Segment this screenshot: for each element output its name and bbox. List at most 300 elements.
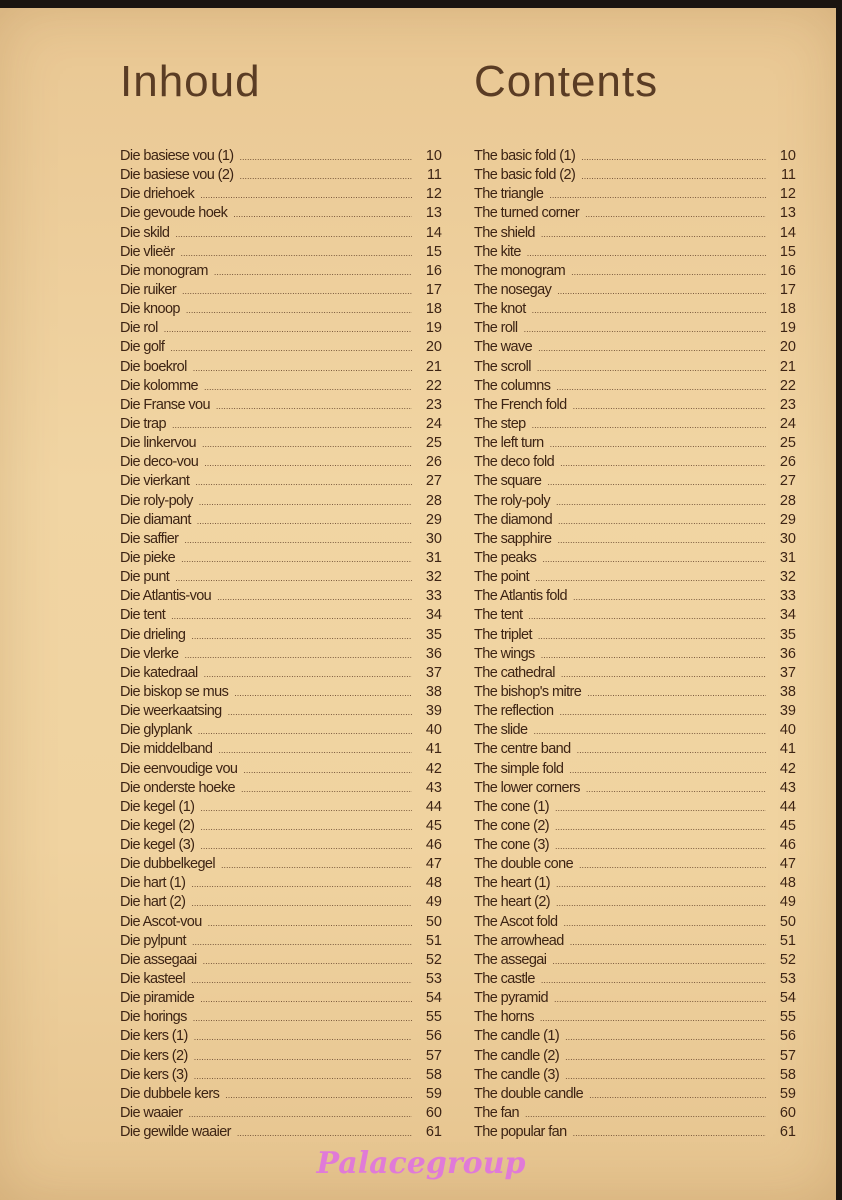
toc-entry-title: Die Franse vou [120,396,210,413]
toc-entry-title: The slide [474,722,528,739]
toc-entry-title: The kite [474,243,521,260]
toc-entry-page: 20 [779,339,796,356]
toc-entry-page: 21 [779,358,796,375]
toc-entry [120,893,442,912]
toc-leader-dots [573,588,766,607]
toc-entry [120,511,442,530]
toc-entry-title: Die linkervou [120,435,197,452]
toc-entry-page: 56 [425,1028,442,1045]
toc-entry-title: The cone (2) [474,817,550,834]
toc-leader-dots [557,531,766,550]
toc-entry [120,683,442,702]
toc-leader-dots [565,1048,766,1067]
toc-entry-title: The simple fold [474,760,564,777]
toc-entry-title: Die piramide [120,990,195,1007]
toc-leader-dots [203,952,412,971]
toc-entry [120,204,442,223]
toc-leader-dots [528,607,766,626]
toc-leader-dots [556,894,766,913]
toc-entry-page: 16 [779,262,796,279]
toc-entry [120,568,442,587]
toc-entry-page: 31 [779,549,796,566]
toc-entry-title: The basic fold (2) [474,167,576,184]
toc-entry [474,549,796,568]
toc-entry [474,338,796,357]
toc-leader-dots [565,1028,766,1047]
toc-entry-title: The heart (1) [474,875,551,892]
toc-entry-title: Die dubbele kers [120,1085,220,1102]
toc-leader-dots [547,473,766,492]
toc-leader-dots [542,550,766,569]
toc-entry-title: Die biskop se mus [120,683,229,700]
toc-entry-page: 17 [425,281,442,298]
toc-entry [120,951,442,970]
toc-entry-page: 30 [425,530,442,547]
toc-entry-title: Die punt [120,569,170,586]
toc-entry [474,760,796,779]
toc-entry [474,1008,796,1027]
toc-entry [474,893,796,912]
afrikaans-heading: Inhoud [120,57,261,106]
toc-entry-title: The triangle [474,186,544,203]
toc-entry-page: 58 [425,1066,442,1083]
toc-entry-title: The diamond [474,511,553,528]
toc-entry [474,1085,796,1104]
toc-entry [474,855,796,874]
toc-entry-page: 31 [425,549,442,566]
toc-leader-dots [573,397,766,416]
toc-entry-title: Die drieling [120,626,186,643]
toc-entry-page: 39 [425,703,442,720]
toc-entry [120,1008,442,1027]
toc-leader-dots [194,1048,412,1067]
toc-leader-dots [208,914,412,933]
toc-entry-page: 38 [425,683,442,700]
toc-entry [474,204,796,223]
toc-leader-dots [240,167,412,186]
toc-entry [474,626,796,645]
toc-leader-dots [541,225,766,244]
toc-entry-page: 55 [779,1009,796,1026]
toc-entry-page: 52 [425,951,442,968]
toc-entry-page: 22 [779,377,796,394]
toc-leader-dots [570,933,766,952]
toc-entry [120,989,442,1008]
toc-leader-dots [532,416,766,435]
toc-entry-page: 49 [779,894,796,911]
toc-entry-page: 43 [425,779,442,796]
toc-entry-page: 54 [425,990,442,1007]
toc-entry [120,453,442,472]
toc-entry-page: 16 [425,262,442,279]
toc-entry [120,702,442,721]
toc-entry-page: 13 [779,205,796,222]
toc-entry-title: Die roly-poly [120,492,193,509]
toc-leader-dots [175,569,412,588]
toc-entry-title: Die kasteel [120,971,186,988]
toc-entry-page: 10 [425,148,442,164]
toc-leader-dots [200,990,412,1009]
toc-entry [474,300,796,319]
toc-leader-dots [233,205,412,224]
toc-leader-dots [589,1086,766,1105]
toc-leader-dots [200,818,412,837]
toc-leader-dots [555,837,766,856]
toc-entry [474,185,796,204]
toc-entry-page: 41 [779,741,796,758]
toc-entry-page: 42 [779,760,796,777]
toc-leader-dots [218,741,412,760]
toc-entry-page: 38 [779,683,796,700]
toc-entry [474,472,796,491]
toc-entry-title: The basic fold (1) [474,148,576,164]
toc-leader-dots [558,512,766,531]
toc-entry [474,147,796,166]
toc-leader-dots [217,588,412,607]
toc-entry-page: 53 [425,971,442,988]
toc-leader-dots [193,359,412,378]
afrikaans-toc-list [120,147,442,1142]
toc-entry-title: Die kolomme [120,377,199,394]
toc-entry-page: 23 [779,396,796,413]
toc-entry [474,262,796,281]
toc-entry-title: The scroll [474,358,531,375]
toc-entry-title: Die kers (3) [120,1066,188,1083]
toc-entry [474,224,796,243]
toc-leader-dots [228,703,412,722]
toc-entry [120,1027,442,1046]
toc-entry-page: 10 [779,148,796,164]
toc-leader-dots [541,646,766,665]
toc-entry-page: 60 [779,1105,796,1122]
toc-leader-dots [204,665,412,684]
toc-entry-title: The tent [474,607,523,624]
toc-leader-dots [577,741,766,760]
toc-entry-page: 14 [779,224,796,241]
book-page [0,8,836,1200]
toc-entry-title: The left turn [474,435,544,452]
toc-entry-page: 46 [425,837,442,854]
toc-entry-title: The candle (1) [474,1028,560,1045]
toc-entry [120,587,442,606]
toc-entry-title: The popular fan [474,1124,567,1141]
english-heading: Contents [474,57,659,106]
toc-leader-dots [549,186,766,205]
toc-entry [474,874,796,893]
toc-entry [474,453,796,472]
toc-entry-title: Die rol [120,320,158,337]
toc-leader-dots [524,320,766,339]
toc-leader-dots [221,856,412,875]
toc-entry-title: The castle [474,971,535,988]
toc-entry [120,243,442,262]
toc-entry [474,1104,796,1123]
toc-entry-title: Die katedraal [120,664,198,681]
toc-entry [120,185,442,204]
toc-leader-dots [564,914,767,933]
toc-entry-title: Die pylpunt [120,932,186,949]
toc-entry-title: The cone (1) [474,798,550,815]
toc-entry-title: Die kers (2) [120,1047,188,1064]
toc-entry-title: Die glyplank [120,722,192,739]
toc-entry-page: 23 [425,396,442,413]
toc-entry-title: Die vlieër [120,243,175,260]
toc-entry-page: 24 [425,415,442,432]
toc-entry [120,300,442,319]
toc-entry [120,855,442,874]
toc-entry-page: 40 [779,722,796,739]
toc-entry-title: The nosegay [474,281,552,298]
toc-entry-title: Die middelband [120,741,213,758]
toc-entry-page: 60 [425,1105,442,1122]
toc-entry-title: The wings [474,645,535,662]
toc-entry [474,951,796,970]
toc-entry-title: Die boekrol [120,358,187,375]
toc-leader-dots [555,818,766,837]
toc-leader-dots [186,301,412,320]
toc-entry-page: 12 [779,186,796,203]
toc-entry-page: 44 [779,798,796,815]
toc-leader-dots [585,205,766,224]
toc-entry-page: 39 [779,703,796,720]
toc-entry-page: 28 [779,492,796,509]
toc-entry-page: 15 [779,243,796,260]
toc-entry-page: 32 [425,569,442,586]
toc-entry [474,377,796,396]
toc-entry-title: Die tent [120,607,166,624]
toc-entry-page: 48 [779,875,796,892]
toc-entry [120,166,442,185]
toc-leader-dots [197,512,412,531]
toc-entry-title: Die Atlantis-vou [120,588,212,605]
toc-entry-page: 17 [779,281,796,298]
toc-entry [120,932,442,951]
toc-entry-page: 18 [425,301,442,318]
toc-leader-dots [170,339,412,358]
toc-entry-title: The horns [474,1009,534,1026]
toc-leader-dots [184,531,412,550]
toc-leader-dots [198,722,412,741]
toc-entry [474,243,796,262]
toc-leader-dots [164,320,412,339]
toc-entry-page: 35 [425,626,442,643]
toc-entry-page: 11 [780,167,796,184]
toc-entry [120,740,442,759]
toc-entry [474,1027,796,1046]
toc-leader-dots [586,780,766,799]
toc-entry-page: 33 [425,588,442,605]
toc-leader-dots [557,282,766,301]
toc-entry [120,1085,442,1104]
toc-entry [474,492,796,511]
toc-entry [474,1123,796,1142]
toc-entry-page: 59 [425,1085,442,1102]
toc-entry-title: The candle (2) [474,1047,560,1064]
toc-entry [120,626,442,645]
toc-entry [474,281,796,300]
toc-entry [474,606,796,625]
toc-entry [474,932,796,951]
toc-leader-dots [535,569,766,588]
toc-leader-dots [552,952,766,971]
toc-entry-title: Die dubbelkegel [120,856,215,873]
toc-entry [120,1123,442,1142]
toc-leader-dots [189,1105,413,1124]
toc-entry-page: 36 [425,645,442,662]
toc-entry-page: 61 [425,1124,442,1141]
toc-entry [474,702,796,721]
toc-entry-title: Die skild [120,224,170,241]
toc-leader-dots [200,837,412,856]
toc-entry-title: The candle (3) [474,1066,560,1083]
toc-entry [120,645,442,664]
toc-entry [474,1066,796,1085]
toc-entry-page: 28 [425,492,442,509]
toc-entry [474,645,796,664]
toc-entry-page: 51 [425,932,442,949]
toc-entry-title: The cathedral [474,664,555,681]
toc-entry [120,836,442,855]
toc-entry [120,1066,442,1085]
toc-leader-dots [200,799,412,818]
toc-entry [474,396,796,415]
toc-leader-dots [532,301,766,320]
toc-leader-dots [556,378,766,397]
toc-entry-page: 56 [779,1028,796,1045]
toc-entry-page: 43 [779,779,796,796]
toc-entry-title: The roll [474,320,518,337]
toc-entry-title: The step [474,415,526,432]
toc-entry-title: Die kegel (3) [120,837,195,854]
toc-entry-page: 61 [779,1124,796,1141]
toc-entry-page: 33 [779,588,796,605]
toc-entry-title: The deco fold [474,454,555,471]
toc-entry-title: The arrowhead [474,932,564,949]
toc-entry-title: Die vierkant [120,473,190,490]
toc-entry-title: Die golf [120,339,165,356]
toc-entry-page: 50 [425,913,442,930]
toc-entry [120,779,442,798]
toc-entry [120,492,442,511]
toc-entry-page: 36 [779,645,796,662]
toc-leader-dots [525,1105,766,1124]
toc-entry [120,472,442,491]
toc-entry-title: The triplet [474,626,532,643]
toc-entry [120,281,442,300]
toc-entry-title: The heart (2) [474,894,551,911]
toc-entry [474,989,796,1008]
toc-entry-page: 11 [426,167,442,184]
toc-entry [120,970,442,989]
toc-leader-dots [204,454,412,473]
toc-entry-title: The Ascot fold [474,913,558,930]
toc-entry-title: Die driehoek [120,186,195,203]
toc-leader-dots [560,454,766,473]
toc-entry-page: 24 [779,415,796,432]
toc-entry-page: 55 [425,1009,442,1026]
toc-entry-page: 15 [425,243,442,260]
toc-leader-dots [587,684,766,703]
toc-entry-title: Die waaier [120,1105,183,1122]
toc-entry-title: Die deco-vou [120,454,199,471]
toc-entry-title: Die horings [120,1009,187,1026]
toc-leader-dots [579,856,766,875]
toc-entry-title: The peaks [474,549,537,566]
toc-entry-page: 42 [425,760,442,777]
toc-leader-dots [195,473,412,492]
toc-entry-title: The bishop's mitre [474,683,582,700]
toc-entry [120,358,442,377]
toc-leader-dots [191,971,412,990]
toc-entry-title: The Atlantis fold [474,588,567,605]
toc-entry-page: 44 [425,798,442,815]
toc-entry-page: 47 [779,856,796,873]
toc-entry-page: 59 [779,1085,796,1102]
toc-entry-page: 51 [779,932,796,949]
toc-entry [120,377,442,396]
toc-entry [474,434,796,453]
toc-leader-dots [199,493,412,512]
toc-entry-title: Die hart (1) [120,875,186,892]
toc-entry-page: 13 [425,205,442,222]
toc-entry-page: 20 [425,339,442,356]
toc-leader-dots [533,722,766,741]
toc-entry-title: The point [474,569,530,586]
toc-leader-dots [581,148,766,167]
toc-leader-dots [561,665,766,684]
toc-leader-dots [204,378,412,397]
toc-entry-title: The lower corners [474,779,580,796]
toc-entry-title: The sapphire [474,530,552,547]
toc-entry-page: 21 [425,358,442,375]
toc-entry-title: The monogram [474,262,566,279]
toc-entry-page: 18 [779,301,796,318]
toc-leader-dots [541,971,766,990]
toc-leader-dots [191,894,412,913]
toc-entry [120,147,442,166]
toc-leader-dots [555,799,766,818]
toc-entry-title: Die hart (2) [120,894,186,911]
toc-entry [120,530,442,549]
toc-leader-dots [182,282,412,301]
toc-entry-title: Die monogram [120,262,208,279]
toc-entry-title: Die gewilde waaier [120,1124,231,1141]
toc-entry [474,511,796,530]
toc-entry-title: Die diamant [120,511,191,528]
toc-leader-dots [569,761,766,780]
toc-leader-dots [191,875,412,894]
toc-entry-title: The columns [474,377,551,394]
toc-entry-title: Die weerkaatsing [120,703,222,720]
toc-entry [474,779,796,798]
toc-entry-title: The French fold [474,396,567,413]
toc-entry [120,721,442,740]
toc-leader-dots [214,263,412,282]
toc-leader-dots [225,1086,412,1105]
toc-entry [120,913,442,932]
toc-entry-title: The wave [474,339,533,356]
toc-entry-title: Die kegel (1) [120,798,195,815]
toc-entry-title: Die pieke [120,549,176,566]
toc-entry-page: 40 [425,722,442,739]
toc-leader-dots [240,148,412,167]
toc-entry-page: 29 [779,511,796,528]
toc-leader-dots [194,1028,412,1047]
toc-entry-page: 25 [425,435,442,452]
toc-leader-dots [216,397,412,416]
toc-leader-dots [193,1009,412,1028]
toc-entry-title: The assegai [474,951,547,968]
